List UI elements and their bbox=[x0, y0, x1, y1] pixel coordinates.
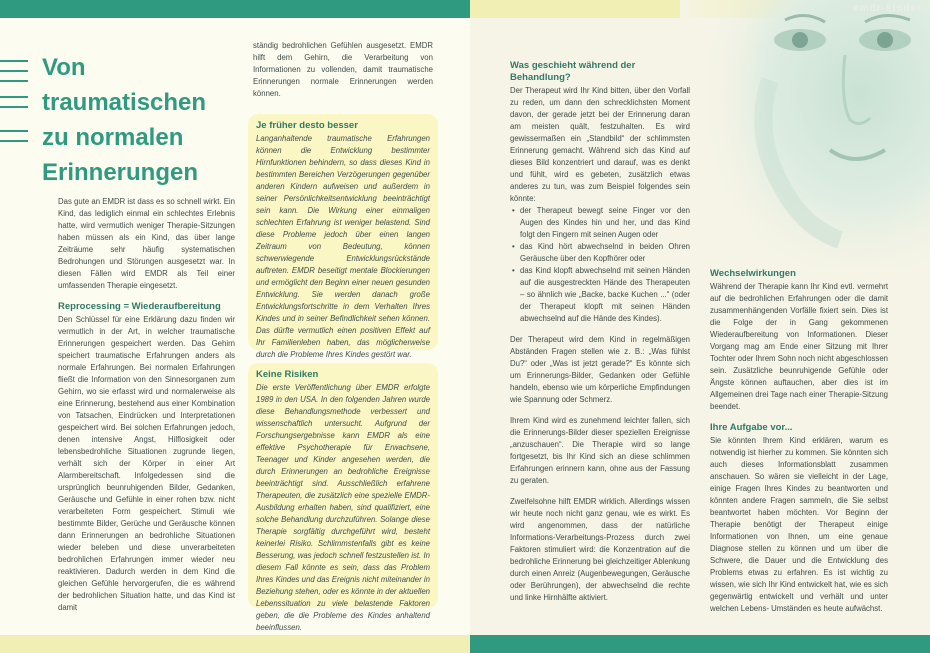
decorative-rule bbox=[0, 60, 28, 62]
risiken-heading: Keine Risiken bbox=[256, 369, 319, 380]
reprocessing-heading: Reprocessing = Wiederaufbereitung bbox=[58, 301, 221, 312]
info-box-frueher bbox=[248, 114, 438, 359]
list-item: • der Therapeut bewegt seine Finger vor den Augen des Kindes hin und her, und das Kind folgt den Fingern mit seinen Augen oder bbox=[510, 205, 690, 241]
face-illustration bbox=[680, 0, 930, 270]
reprocessing-paragraph: Den Schlüssel für eine Erklärung dazu finden wir vermutlich in der Art, in welcher traumatische Erinnerungen gespeichert werden. Das Gehirn speichert traumatische Erfahrungen anders als normale Erfahrungen. Bei normalen Erfahrungen fließt die Information von den Sinnesorganen zum Gehirn, wo sie erfasst wird und normalerweise als eine Erinnerung, bestehend aus einer Kombination von Tatsachen, Eindrücken und Interpretationen gespeichert wird. Bei solchen Erfahrungen jedoch, denen intensive Angst, Hilflosigkeit oder lebensbedrohliche Situationen zugrunde liegen, verhält sich der Körper in einer Art Alarmbereitschaft. Infolgedessen sind die ursprünglich beunruhigenden Bilder, Gedanken, Geräusche und Gefühle in einer rohen bzw. nicht verarbeiteten Form gespeichert. Stimuli wie bestimmte Bilder, Gerüche und Geräusche können dann Erinnerungen an bedrohliche Situationen wieder beleben und diese unverarbeiteten bedrohlichen Erfahrungen immer wieder neu reaktivieren. Dadurch werden in dem Kind die gleichen Gefühle hervorgerufen, die es während der bedrohlichen Situation hatte, und das Kind ist damit bbox=[58, 315, 235, 612]
mechanism-paragraph: Zweifelsohne hilft EMDR wirklich. Allerdings wissen wir heute noch nicht ganz genau, wie es wirkt. Es wird angenommen, dass der natürliche Informations-Verarbeitungs-Prozess durch zwei Faktoren stimuliert wird: die Konzentration auf die bedrohliche Erinnerung bei gleichzeitiger Ablenkung durch einen Anreiz (Augenbewegungen, Geräusche oder Berührungen), der abwechselnd die rechte und linke Hirnhälfte aktiviert. bbox=[510, 497, 690, 602]
frueher-paragraph: Langanhaltende traumatische Erfahrungen können die Entwicklung bestimmter Hirnfunktionen behindern, so dass dieses Kind in bestimmten Bereichen Verzögerungen gegenüber anderen Kindern aufweisen und außerdem in seiner Persönlichkeitsentwicklung beeinträchtigt sein kann. Die Wirkung einer einmaligen schlechten Erfahrung ist weniger belastend. Sind diese Probleme jedoch über einen langen Zeitraum von Bedeutung, können schwerwiegende Entwicklungsrückstände auftreten. EMDR beseitigt mentale Blockierungen und ermöglicht den Beginn einer neuen gesunden Entwicklung. Sie werden danach große Entwicklungsfortschritte in dem Verhalten Ihres Kindes und in seiner Befindlichkeit sehen können. Das dürfte vermutlich einen positiven Effekt auf Ihr Familienleben haben, das möglicherweise durch die Probleme Ihres Kindes gestört war. bbox=[256, 134, 430, 359]
decorative-rule bbox=[0, 96, 28, 98]
risiken-paragraph: Die erste Veröffentlichung über EMDR erfolgte 1989 in den USA. In den folgenden Jahren wurde diese Behandlungsmethode verbessert und wissenschaftlich untersucht. Aufgrund der Forschungsergebnisse kann EMDR als eine effektive Psychotherapie für Erwachsene, Teenager und Kinder angesehen werden, die durch Erinnerungen an bedrohliche Ereignisse beeinträchtigt sind. Ausschließlich erfahrene Therapeuten, die zusätzlich eine spezielle EMDR-Ausbildung erhalten haben, sind qualifiziert, eine solche Behandlung durchzuführen. Solange diese Therapie sorgfältig durchgeführt wird, besteht keinerlei Risiko. Schlimmstenfalls gibt es keine Besserung, was jedoch schnell festzustellen ist. In diesem Fall könnte es sein, dass das Problem Ihres Kindes und das Ereignis nicht miteinander in Beziehung stehen, oder es könnte in der aktuellen Lebenssituation zu viele belastende Faktoren geben, die die Probleme des Kindes anhaltend beeinflussen. bbox=[256, 383, 430, 632]
decorative-rule bbox=[0, 140, 28, 142]
wechsel-paragraph: Während der Therapie kann Ihr Kind evtl. vermehrt auf die bedrohlichen Erfahrungen oder die damit zusammenhängenden Vorfälle fixiert sein. Dies ist die Folge der in Gang gekommenen Wiederaufbereitung von Informationen. Dieser Vorgang mag am Ende einer Sitzung mit Ihrer Tochter oder Ihrem Sohn noch nicht abgeschlossen sein. Zusätzliche beunruhigende Gefühle oder Ängste können auftauchen, aber dies ist im Allgemeinen drei Tage nach einer Therapie-Sitzung beendet. bbox=[710, 282, 888, 411]
title-line: zu normalen bbox=[42, 124, 184, 151]
title-line: Erinnerungen bbox=[42, 159, 199, 186]
left-column bbox=[58, 196, 235, 614]
child-face-photo bbox=[680, 0, 930, 270]
decorative-rule bbox=[0, 106, 28, 108]
info-box-risiken bbox=[248, 363, 438, 632]
title-line: Von traumatischen bbox=[42, 54, 207, 116]
right-page bbox=[470, 0, 930, 653]
questions-paragraph: Der Therapeut wird dem Kind in regelmäßigen Abständen Fragen stellen wie z. B.: „Was fühlst Du?“ oder „Was ist jetzt gerade?“ Es könnte sich um Erinnerungs-Bilder, Gedanken oder Gefühle handeln, ebenso wie um körperliche Empfindungen wie Spannung oder Schmerz. bbox=[510, 335, 690, 404]
brand-logo: emdr-kinder bbox=[853, 3, 922, 14]
decorative-rule bbox=[0, 70, 28, 72]
technique-list bbox=[510, 205, 690, 325]
behandlung-paragraph: Der Therapeut wird Ihr Kind bitten, über den Vorfall zu reden, um dann den schrecklichsten Moment davon, der gerade jetzt bei der Erinnerung daran am meisten quält, festzuhalten. Es wird gewissermaßen ein „Standbild“ der schlimmsten Erinnerung gemacht. Während sich das Kind auf dieses Bild konzentriert und darauf, was es denkt und fühlt, wird es gebeten, zusätzlich etwas anderes zu tun, was zum Beispiel folgendes sein könnte: bbox=[510, 86, 690, 203]
right-column-1 bbox=[510, 60, 690, 604]
frueher-heading: Je früher desto besser bbox=[256, 120, 358, 131]
list-item: • das Kind hört abwechselnd in beiden Ohren Geräusche über den Kopfhörer oder bbox=[510, 241, 690, 265]
top-color-bar bbox=[0, 0, 470, 18]
aufgabe-paragraph: Sie könnten Ihrem Kind erklären, warum es notwendig ist hierher zu kommen. Sie könnten sich auch dieses Informationsblatt zusammen anschauen. So wären sie vielleicht in der Lage, einige Fragen Ihres Kindes zu beantworten und könnten andere Fragen sammeln, die Sie selbst beantwortet haben möchten. Vor Beginn der Therapie benötigt der Therapeut einige Informationen von Ihnen, um eine genaue Diagnose stellen zu können und um über die Schwere, die Dauer und die Entwicklung des Problems etwas zu erfahren. Es ist wichtig zu wissen, wie sich Ihr Kind entwickelt hat, wie es sich gegenwärtig entwickelt und verhält und unter welchen Lebens- Umständen es heute aufwächst. bbox=[710, 436, 888, 613]
intro-paragraph: Das gute an EMDR ist dass es so schnell wirkt. Ein Kind, das lediglich einmal ein schlechtes Erlebnis hatte, wird vermutlich weniger Therapie-Sitzungen haben müssen als ein Kind, das über lange Zeiträume sehr häufig systematischen Bedrohungen und Störungen ausgesetzt war. In diesen Fällen wird EMDR als Teil einer umfassenden Therapie eingesetzt. bbox=[58, 197, 235, 290]
progress-paragraph: Ihrem Kind wird es zunehmend leichter fallen, sich die Erinnerungs-Bilder dieser speziellen Ereignisse „anzuschauen“. Die Therapie wird so lange fortgesetzt, bis Ihr Kind sich an diese schlimmen Erfahrungen erinnern kann, ohne aus der Fassung zu geraten. bbox=[510, 416, 690, 485]
page-title bbox=[42, 50, 252, 190]
wechsel-heading: Wechselwirkungen bbox=[710, 268, 796, 279]
bottom-color-bar bbox=[0, 635, 470, 653]
middle-column-top bbox=[253, 40, 433, 100]
continuation-paragraph: ständig bedrohlichen Gefühlen ausgesetzt. EMDR hilft dem Gehirn, die Verarbeitung von Informationen zu vollenden, damit traumatische Erinnerungen normale Erinnerungen werden können. bbox=[253, 41, 433, 98]
decorative-rule bbox=[0, 130, 28, 132]
aufgabe-heading: Ihre Aufgabe vor... bbox=[710, 422, 793, 433]
bottom-color-bar bbox=[470, 635, 930, 653]
right-column-2 bbox=[710, 268, 888, 615]
decorative-rule bbox=[0, 80, 28, 82]
list-item: • das Kind klopft abwechselnd mit seinen Händen auf die ausgestreckten Hände des Therapeuten – so ähnlich wie „Backe, backe Kuchen ...“ (oder der Therapeut klopft mit seinen Händen abwechselnd auf die Hände des Kindes). bbox=[510, 265, 690, 325]
behandlung-heading: Was geschieht während der Behandlung? bbox=[510, 60, 636, 83]
